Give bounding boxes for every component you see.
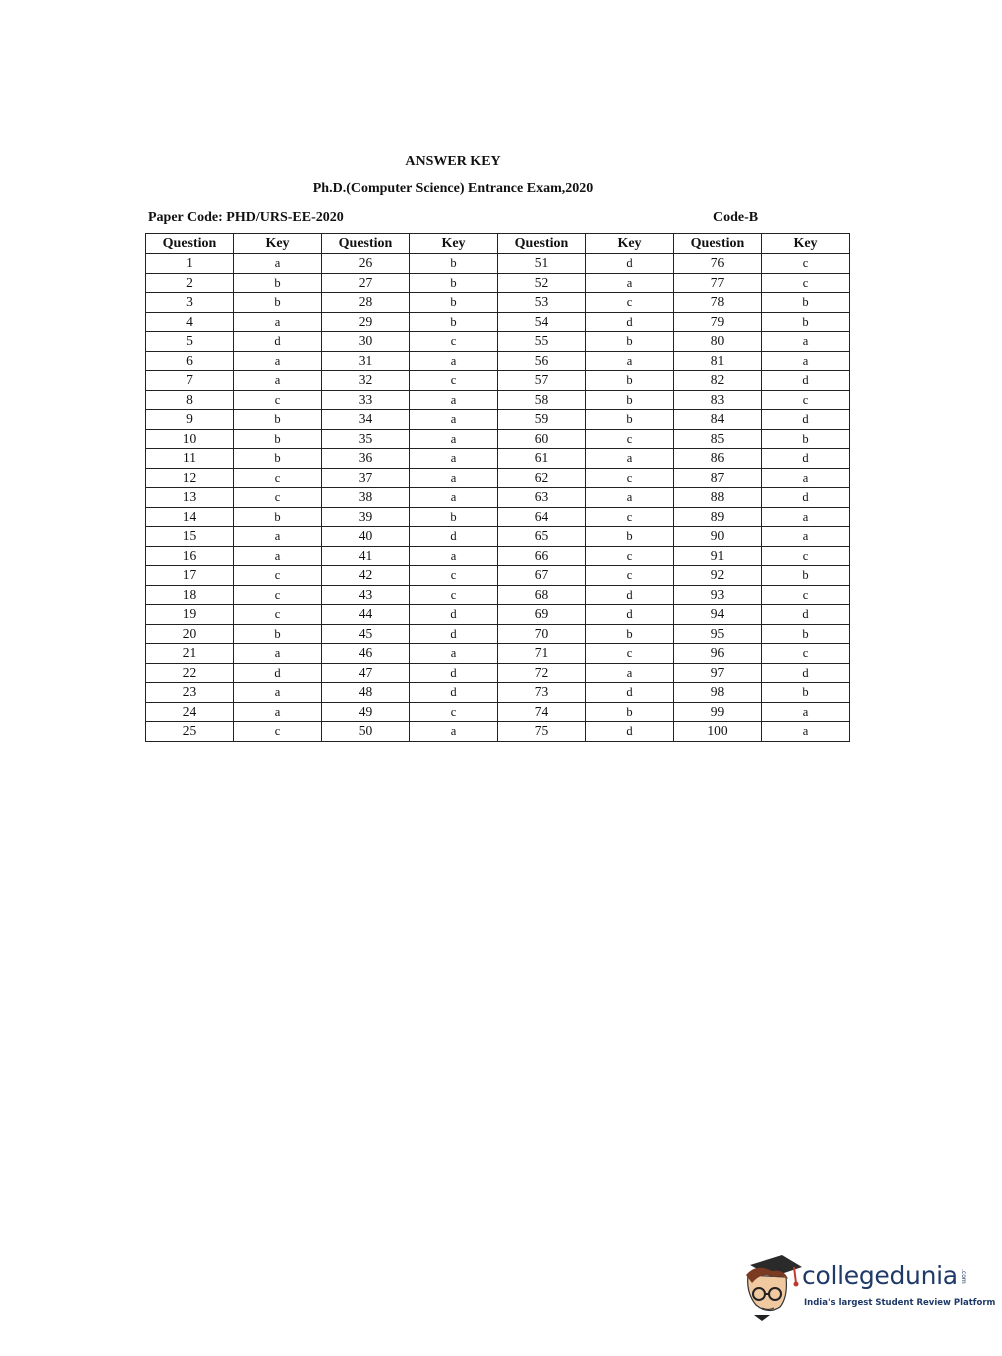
answer-key-cell: b bbox=[234, 449, 322, 469]
question-number-cell: 7 bbox=[146, 371, 234, 391]
answer-key-cell: a bbox=[586, 449, 674, 469]
answer-key-cell: d bbox=[762, 371, 850, 391]
table-row bbox=[146, 605, 850, 625]
question-number-cell: 67 bbox=[498, 566, 586, 586]
question-number-cell: 11 bbox=[146, 449, 234, 469]
answer-key-cell: c bbox=[586, 293, 674, 313]
answer-key-cell: a bbox=[586, 663, 674, 683]
question-number-cell: 12 bbox=[146, 468, 234, 488]
answer-key-cell: d bbox=[234, 663, 322, 683]
question-number-cell: 28 bbox=[322, 293, 410, 313]
answer-key-cell: c bbox=[586, 429, 674, 449]
question-number-cell: 94 bbox=[674, 605, 762, 625]
answer-key-cell: d bbox=[762, 663, 850, 683]
table-row bbox=[146, 273, 850, 293]
answer-key-cell: a bbox=[234, 351, 322, 371]
answer-key-cell: c bbox=[410, 585, 498, 605]
table-row bbox=[146, 449, 850, 469]
question-number-cell: 17 bbox=[146, 566, 234, 586]
question-number-cell: 16 bbox=[146, 546, 234, 566]
answer-key-cell: a bbox=[234, 254, 322, 274]
question-number-cell: 15 bbox=[146, 527, 234, 547]
answer-key-cell: d bbox=[234, 332, 322, 352]
column-header: Question bbox=[322, 234, 410, 254]
table-row bbox=[146, 683, 850, 703]
answer-key-table bbox=[145, 233, 850, 742]
answer-key-cell: a bbox=[586, 488, 674, 508]
question-number-cell: 83 bbox=[674, 390, 762, 410]
answer-key-cell: d bbox=[410, 663, 498, 683]
answer-key-cell: d bbox=[586, 585, 674, 605]
table-row bbox=[146, 624, 850, 644]
answer-key-cell: b bbox=[586, 702, 674, 722]
question-number-cell: 4 bbox=[146, 312, 234, 332]
answer-key-cell: b bbox=[410, 254, 498, 274]
question-number-cell: 22 bbox=[146, 663, 234, 683]
answer-key-cell: b bbox=[762, 312, 850, 332]
answer-key-cell: a bbox=[410, 722, 498, 742]
question-number-cell: 20 bbox=[146, 624, 234, 644]
question-number-cell: 25 bbox=[146, 722, 234, 742]
answer-key-cell: d bbox=[410, 624, 498, 644]
question-number-cell: 63 bbox=[498, 488, 586, 508]
exam-title: Ph.D.(Computer Science) Entrance Exam,2020 bbox=[312, 181, 594, 196]
answer-key-cell: b bbox=[586, 390, 674, 410]
table-row bbox=[146, 566, 850, 586]
answer-key-cell: d bbox=[410, 527, 498, 547]
answer-key-cell: c bbox=[762, 273, 850, 293]
question-number-cell: 32 bbox=[322, 371, 410, 391]
table-row bbox=[146, 293, 850, 313]
page-heading: ANSWER KEY bbox=[405, 154, 501, 169]
table-row bbox=[146, 722, 850, 742]
question-number-cell: 92 bbox=[674, 566, 762, 586]
answer-key-cell: c bbox=[762, 546, 850, 566]
question-number-cell: 19 bbox=[146, 605, 234, 625]
answer-key-cell: a bbox=[410, 644, 498, 664]
question-number-cell: 81 bbox=[674, 351, 762, 371]
answer-key-cell: c bbox=[762, 644, 850, 664]
question-number-cell: 80 bbox=[674, 332, 762, 352]
question-number-cell: 56 bbox=[498, 351, 586, 371]
question-number-cell: 70 bbox=[498, 624, 586, 644]
column-header: Key bbox=[762, 234, 850, 254]
question-number-cell: 93 bbox=[674, 585, 762, 605]
question-number-cell: 85 bbox=[674, 429, 762, 449]
answer-key-cell: b bbox=[410, 507, 498, 527]
question-number-cell: 95 bbox=[674, 624, 762, 644]
table-row bbox=[146, 488, 850, 508]
answer-key-cell: c bbox=[234, 390, 322, 410]
answer-key-cell: c bbox=[234, 468, 322, 488]
answer-key-cell: c bbox=[410, 332, 498, 352]
answer-key-cell: a bbox=[762, 722, 850, 742]
answer-key-cell: a bbox=[762, 527, 850, 547]
answer-key-cell: b bbox=[586, 371, 674, 391]
answer-key-cell: b bbox=[762, 429, 850, 449]
question-number-cell: 59 bbox=[498, 410, 586, 430]
question-number-cell: 97 bbox=[674, 663, 762, 683]
answer-key-cell: b bbox=[410, 312, 498, 332]
paper-code: Paper Code: PHD/URS-EE-2020 bbox=[148, 210, 344, 225]
question-number-cell: 79 bbox=[674, 312, 762, 332]
answer-key-cell: a bbox=[410, 390, 498, 410]
question-number-cell: 90 bbox=[674, 527, 762, 547]
answer-key-cell: a bbox=[762, 702, 850, 722]
question-number-cell: 98 bbox=[674, 683, 762, 703]
question-number-cell: 57 bbox=[498, 371, 586, 391]
answer-key-cell: a bbox=[410, 468, 498, 488]
answer-key-cell: b bbox=[410, 293, 498, 313]
answer-key-cell: a bbox=[410, 429, 498, 449]
answer-key-cell: d bbox=[410, 605, 498, 625]
answer-key-cell: a bbox=[410, 410, 498, 430]
question-number-cell: 58 bbox=[498, 390, 586, 410]
answer-key-cell: a bbox=[410, 351, 498, 371]
answer-key-cell: d bbox=[762, 449, 850, 469]
answer-key-cell: d bbox=[762, 488, 850, 508]
table-row bbox=[146, 332, 850, 352]
table-row bbox=[146, 468, 850, 488]
answer-key-cell: d bbox=[586, 722, 674, 742]
brand-name: collegedunia bbox=[802, 1261, 958, 1290]
question-number-cell: 31 bbox=[322, 351, 410, 371]
answer-key-cell: c bbox=[586, 546, 674, 566]
answer-key-cell: a bbox=[586, 273, 674, 293]
question-number-cell: 75 bbox=[498, 722, 586, 742]
set-code: Code-B bbox=[713, 210, 759, 225]
answer-key-cell: a bbox=[410, 449, 498, 469]
answer-key-cell: d bbox=[586, 605, 674, 625]
table-row bbox=[146, 546, 850, 566]
table-row bbox=[146, 507, 850, 527]
question-number-cell: 64 bbox=[498, 507, 586, 527]
table-row bbox=[146, 254, 850, 274]
question-number-cell: 21 bbox=[146, 644, 234, 664]
answer-key-cell: b bbox=[586, 410, 674, 430]
question-number-cell: 26 bbox=[322, 254, 410, 274]
table-header-row bbox=[146, 234, 850, 254]
question-number-cell: 69 bbox=[498, 605, 586, 625]
answer-key-cell: c bbox=[410, 371, 498, 391]
question-number-cell: 29 bbox=[322, 312, 410, 332]
answer-key-cell: d bbox=[762, 410, 850, 430]
answer-key-cell: a bbox=[234, 683, 322, 703]
column-header: Key bbox=[410, 234, 498, 254]
question-number-cell: 47 bbox=[322, 663, 410, 683]
answer-key-cell: d bbox=[586, 254, 674, 274]
table-row bbox=[146, 371, 850, 391]
table-row bbox=[146, 312, 850, 332]
question-number-cell: 52 bbox=[498, 273, 586, 293]
question-number-cell: 72 bbox=[498, 663, 586, 683]
question-number-cell: 78 bbox=[674, 293, 762, 313]
answer-key-cell: b bbox=[234, 273, 322, 293]
answer-key-cell: a bbox=[234, 371, 322, 391]
question-number-cell: 86 bbox=[674, 449, 762, 469]
answer-key-cell: c bbox=[762, 254, 850, 274]
question-number-cell: 42 bbox=[322, 566, 410, 586]
question-number-cell: 18 bbox=[146, 585, 234, 605]
question-number-cell: 55 bbox=[498, 332, 586, 352]
question-number-cell: 53 bbox=[498, 293, 586, 313]
question-number-cell: 13 bbox=[146, 488, 234, 508]
answer-key-cell: a bbox=[234, 312, 322, 332]
table-row bbox=[146, 644, 850, 664]
question-number-cell: 73 bbox=[498, 683, 586, 703]
question-number-cell: 76 bbox=[674, 254, 762, 274]
column-header: Key bbox=[234, 234, 322, 254]
answer-key-cell: b bbox=[234, 429, 322, 449]
answer-key-cell: a bbox=[234, 527, 322, 547]
answer-key-cell: b bbox=[234, 624, 322, 644]
answer-key-cell: b bbox=[586, 332, 674, 352]
question-number-cell: 62 bbox=[498, 468, 586, 488]
question-number-cell: 88 bbox=[674, 488, 762, 508]
answer-key-cell: a bbox=[410, 546, 498, 566]
answer-key-cell: b bbox=[762, 624, 850, 644]
question-number-cell: 9 bbox=[146, 410, 234, 430]
table-row bbox=[146, 351, 850, 371]
question-number-cell: 6 bbox=[146, 351, 234, 371]
question-number-cell: 3 bbox=[146, 293, 234, 313]
answer-key-cell: c bbox=[586, 507, 674, 527]
question-number-cell: 49 bbox=[322, 702, 410, 722]
answer-key-cell: a bbox=[762, 468, 850, 488]
answer-key-cell: b bbox=[762, 566, 850, 586]
question-number-cell: 34 bbox=[322, 410, 410, 430]
answer-key-cell: c bbox=[234, 585, 322, 605]
question-number-cell: 46 bbox=[322, 644, 410, 664]
question-number-cell: 1 bbox=[146, 254, 234, 274]
question-number-cell: 30 bbox=[322, 332, 410, 352]
column-header: Question bbox=[146, 234, 234, 254]
question-number-cell: 100 bbox=[674, 722, 762, 742]
answer-key-cell: b bbox=[410, 273, 498, 293]
question-number-cell: 36 bbox=[322, 449, 410, 469]
question-number-cell: 45 bbox=[322, 624, 410, 644]
answer-key-cell: b bbox=[234, 410, 322, 430]
collegedunia-logo bbox=[742, 1253, 996, 1323]
answer-key-cell: c bbox=[586, 644, 674, 664]
question-number-cell: 2 bbox=[146, 273, 234, 293]
question-number-cell: 43 bbox=[322, 585, 410, 605]
question-number-cell: 65 bbox=[498, 527, 586, 547]
brand-suffix: .com bbox=[960, 1269, 967, 1284]
answer-key-cell: a bbox=[762, 351, 850, 371]
question-number-cell: 24 bbox=[146, 702, 234, 722]
answer-key-cell: d bbox=[762, 605, 850, 625]
table-row bbox=[146, 702, 850, 722]
table-row bbox=[146, 429, 850, 449]
question-number-cell: 51 bbox=[498, 254, 586, 274]
answer-key-cell: c bbox=[234, 488, 322, 508]
question-number-cell: 14 bbox=[146, 507, 234, 527]
question-number-cell: 54 bbox=[498, 312, 586, 332]
table-row bbox=[146, 527, 850, 547]
answer-key-cell: b bbox=[234, 293, 322, 313]
question-number-cell: 60 bbox=[498, 429, 586, 449]
table-row bbox=[146, 410, 850, 430]
question-number-cell: 99 bbox=[674, 702, 762, 722]
question-number-cell: 87 bbox=[674, 468, 762, 488]
question-number-cell: 84 bbox=[674, 410, 762, 430]
answer-key-cell: b bbox=[234, 507, 322, 527]
table-body bbox=[146, 254, 850, 742]
question-number-cell: 74 bbox=[498, 702, 586, 722]
answer-key-cell: c bbox=[234, 566, 322, 586]
answer-key-cell: d bbox=[410, 683, 498, 703]
table-row bbox=[146, 390, 850, 410]
question-number-cell: 82 bbox=[674, 371, 762, 391]
question-number-cell: 96 bbox=[674, 644, 762, 664]
table-row bbox=[146, 663, 850, 683]
question-number-cell: 23 bbox=[146, 683, 234, 703]
column-header: Key bbox=[586, 234, 674, 254]
brand-tagline: India's largest Student Review Platform bbox=[804, 1298, 996, 1308]
question-number-cell: 5 bbox=[146, 332, 234, 352]
student-mascot-icon bbox=[742, 1253, 804, 1323]
answer-key-cell: a bbox=[234, 702, 322, 722]
question-number-cell: 66 bbox=[498, 546, 586, 566]
column-header: Question bbox=[674, 234, 762, 254]
answer-key-cell: c bbox=[234, 722, 322, 742]
answer-key-cell: a bbox=[234, 546, 322, 566]
answer-key-cell: b bbox=[586, 624, 674, 644]
answer-key-cell: d bbox=[586, 683, 674, 703]
answer-key-cell: a bbox=[234, 644, 322, 664]
column-header: Question bbox=[498, 234, 586, 254]
question-number-cell: 77 bbox=[674, 273, 762, 293]
question-number-cell: 41 bbox=[322, 546, 410, 566]
answer-key-cell: c bbox=[410, 702, 498, 722]
question-number-cell: 61 bbox=[498, 449, 586, 469]
answer-key-cell: a bbox=[586, 351, 674, 371]
answer-key-cell: c bbox=[762, 585, 850, 605]
question-number-cell: 37 bbox=[322, 468, 410, 488]
question-number-cell: 48 bbox=[322, 683, 410, 703]
question-number-cell: 35 bbox=[322, 429, 410, 449]
question-number-cell: 44 bbox=[322, 605, 410, 625]
question-number-cell: 50 bbox=[322, 722, 410, 742]
answer-key-cell: b bbox=[762, 293, 850, 313]
question-number-cell: 39 bbox=[322, 507, 410, 527]
question-number-cell: 71 bbox=[498, 644, 586, 664]
question-number-cell: 40 bbox=[322, 527, 410, 547]
question-number-cell: 68 bbox=[498, 585, 586, 605]
answer-key-cell: a bbox=[762, 332, 850, 352]
answer-key-cell: c bbox=[586, 468, 674, 488]
question-number-cell: 10 bbox=[146, 429, 234, 449]
answer-key-cell: b bbox=[762, 683, 850, 703]
question-number-cell: 38 bbox=[322, 488, 410, 508]
answer-key-cell: a bbox=[762, 507, 850, 527]
answer-key-cell: c bbox=[762, 390, 850, 410]
question-number-cell: 91 bbox=[674, 546, 762, 566]
answer-key-cell: a bbox=[410, 488, 498, 508]
answer-key-cell: c bbox=[234, 605, 322, 625]
answer-key-cell: b bbox=[586, 527, 674, 547]
question-number-cell: 27 bbox=[322, 273, 410, 293]
question-number-cell: 8 bbox=[146, 390, 234, 410]
question-number-cell: 33 bbox=[322, 390, 410, 410]
answer-key-cell: d bbox=[586, 312, 674, 332]
answer-key-cell: c bbox=[410, 566, 498, 586]
answer-key-cell: c bbox=[586, 566, 674, 586]
question-number-cell: 89 bbox=[674, 507, 762, 527]
table-row bbox=[146, 585, 850, 605]
